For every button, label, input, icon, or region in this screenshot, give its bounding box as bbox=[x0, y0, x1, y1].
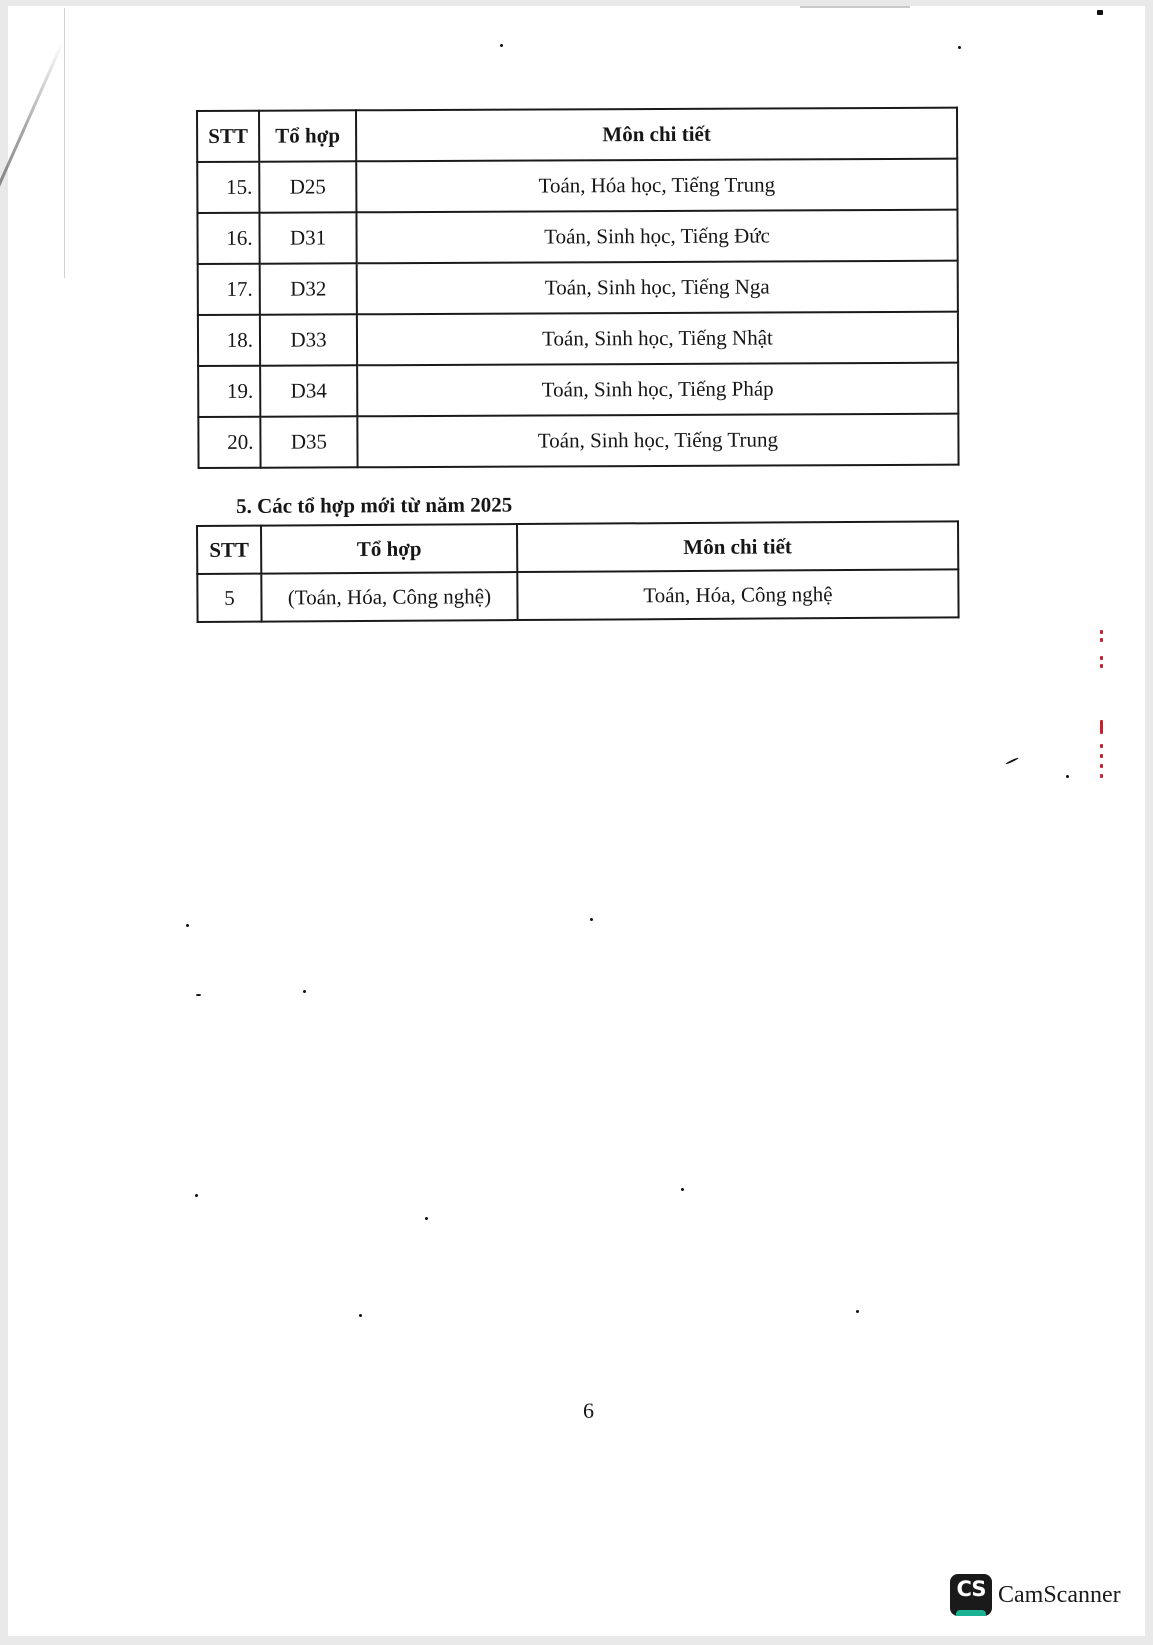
cell-subjects: Toán, Sinh học, Tiếng Nga bbox=[357, 261, 958, 315]
speck bbox=[195, 1194, 198, 1197]
red-stamp-mark bbox=[1100, 630, 1103, 634]
table-header-row bbox=[197, 521, 958, 574]
header-stt: STT bbox=[197, 526, 261, 574]
header-subjects: Môn chi tiết bbox=[517, 521, 958, 572]
speck bbox=[196, 994, 201, 996]
cell-subjects: Toán, Sinh học, Tiếng Đức bbox=[356, 210, 957, 264]
speck bbox=[500, 44, 503, 47]
speck bbox=[359, 1314, 362, 1317]
camscanner-logo-icon bbox=[950, 1574, 992, 1616]
speck bbox=[1066, 775, 1069, 778]
speck bbox=[590, 918, 593, 921]
table-row bbox=[198, 363, 958, 417]
red-stamp-mark bbox=[1100, 664, 1103, 668]
header-combination: Tổ hợp bbox=[259, 110, 356, 161]
cell-stt: 5 bbox=[197, 574, 261, 622]
table-row bbox=[198, 414, 958, 468]
cell-combination: (Toán, Hóa, Công nghệ) bbox=[261, 572, 517, 622]
speck bbox=[186, 924, 189, 927]
red-stamp-mark bbox=[1100, 638, 1103, 642]
cell-stt: 19. bbox=[198, 366, 260, 417]
cell-subjects: Toán, Hóa, Công nghệ bbox=[517, 569, 958, 620]
speck bbox=[958, 46, 961, 49]
header-stt: STT bbox=[197, 111, 259, 162]
cell-combination: D25 bbox=[259, 161, 356, 212]
new-combinations-table bbox=[196, 520, 960, 623]
cell-subjects: Toán, Hóa học, Tiếng Trung bbox=[356, 159, 957, 213]
cell-combination: D32 bbox=[260, 263, 357, 314]
scan-smudge bbox=[800, 6, 910, 8]
cell-stt: 20. bbox=[198, 417, 260, 468]
table-row bbox=[198, 312, 958, 366]
red-stamp-mark bbox=[1100, 656, 1103, 660]
table-row bbox=[197, 569, 958, 622]
scan-edge-line bbox=[64, 8, 65, 278]
combinations-table bbox=[196, 107, 960, 469]
cell-combination: D33 bbox=[260, 314, 357, 365]
speck bbox=[303, 990, 306, 993]
speck bbox=[425, 1217, 428, 1220]
cell-subjects: Toán, Sinh học, Tiếng Trung bbox=[357, 414, 958, 468]
page-number: 6 bbox=[583, 1398, 594, 1423]
cell-subjects: Toán, Sinh học, Tiếng Nhật bbox=[357, 312, 958, 366]
table-row bbox=[197, 210, 957, 264]
red-stamp-mark bbox=[1100, 754, 1103, 758]
cell-subjects: Toán, Sinh học, Tiếng Pháp bbox=[357, 363, 958, 417]
table-row bbox=[197, 159, 957, 213]
cell-combination: D34 bbox=[260, 365, 357, 416]
logo-accent-bar bbox=[956, 1610, 986, 1616]
camscanner-wordmark: CamScanner bbox=[998, 1582, 1121, 1608]
logo-letters: CS bbox=[956, 1577, 986, 1601]
cell-stt: 17. bbox=[198, 264, 260, 315]
section-heading: 5. Các tổ hợp mới từ năm 2025 bbox=[236, 492, 513, 518]
cell-combination: D35 bbox=[260, 416, 357, 467]
cell-combination: D31 bbox=[259, 212, 356, 263]
header-combination: Tổ hợp bbox=[261, 524, 517, 574]
cell-stt: 15. bbox=[197, 162, 259, 213]
cell-stt: 16. bbox=[197, 213, 259, 264]
speck bbox=[1097, 10, 1103, 15]
table-header-row bbox=[197, 108, 957, 162]
red-stamp-mark bbox=[1100, 774, 1103, 778]
table-row bbox=[198, 261, 958, 315]
red-stamp-mark bbox=[1100, 764, 1103, 768]
speck bbox=[681, 1188, 684, 1191]
speck bbox=[856, 1310, 859, 1313]
cell-stt: 18. bbox=[198, 315, 260, 366]
header-subjects: Môn chi tiết bbox=[356, 108, 957, 162]
red-stamp-mark bbox=[1100, 744, 1103, 748]
red-stamp-mark bbox=[1100, 720, 1103, 734]
